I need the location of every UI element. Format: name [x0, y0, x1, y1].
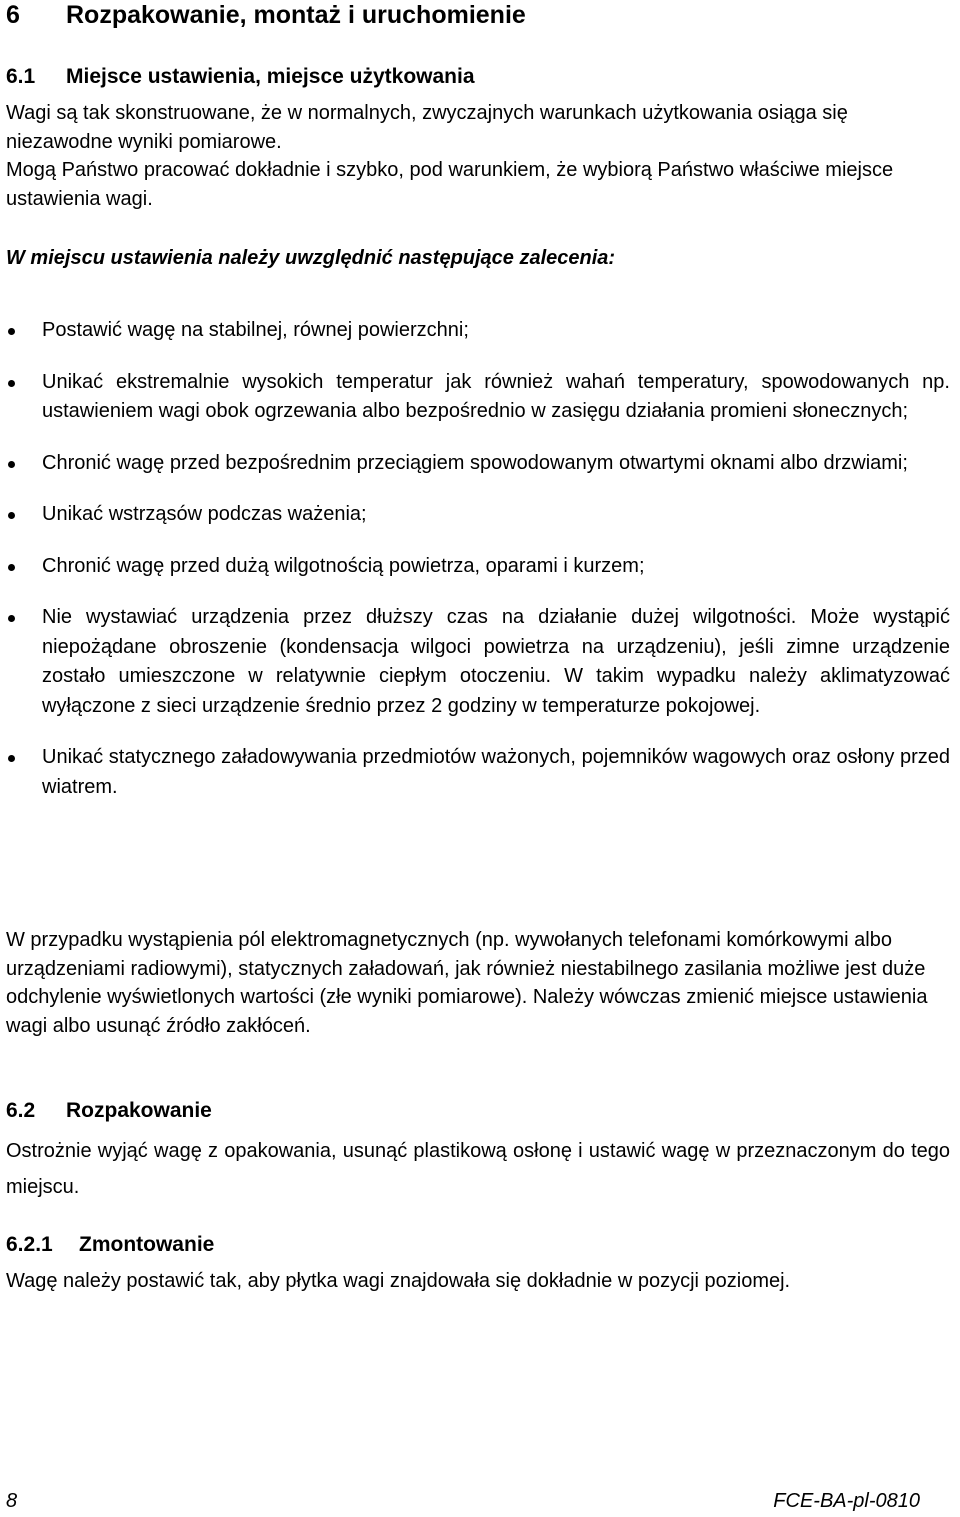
list-item-text: Unikać ekstremalnie wysokich temperatur jak również wahań temperatury, spowodowanych np. ustawieniem wagi obok ogrzewania albo bezpośrednio w zasięgu działania promieni słonecznych;: [42, 370, 950, 422]
section-number: 6: [6, 1, 20, 29]
bullet-icon: [8, 380, 15, 387]
paragraph: Wagę należy postawić tak, aby płytka wagi znajdowała się dokładnie w pozycji poziomej.: [6, 1270, 791, 1292]
bullet-icon: [8, 564, 15, 571]
list-item-text: Nie wystawiać urządzenia przez dłuższy czas na działanie dużej wilgotności. Może wystąpić niepożądane obroszenie (kondensacja wilgoci powietrza na urządzeniu), jeśli zimne urządzenie zostało umieszczone w relatywnie ciepłym otoczeniu. W takim wypadku należy aklimatyzować wyłączone z sieci urządzenie średnio przez 2 godziny w temperaturze pokojowej.: [42, 606, 950, 717]
section-6-2-heading: [6, 1098, 950, 1124]
emf-paragraph: [6, 926, 950, 1040]
section-title: Rozpakowanie, montaż i uruchomienie: [66, 1, 526, 29]
unpacking-paragraph: [6, 1133, 950, 1205]
list-item-text: Chronić wagę przed bezpośrednim przeciągiem spowodowanym otwartymi oknami albo drzwiami;: [42, 451, 908, 474]
section-6-1-heading: [6, 64, 950, 90]
section-number: 6.2: [6, 1099, 36, 1122]
list-item-text: Unikać wstrząsów podczas ważenia;: [42, 503, 367, 525]
page-number: 8: [6, 1490, 18, 1512]
section-6-1: [6, 64, 950, 90]
bullet-icon: [8, 755, 15, 762]
assembly-paragraph: [6, 1267, 886, 1296]
section-6-2-1: [6, 1232, 950, 1258]
section-title: Zmontowanie: [79, 1233, 215, 1256]
list-item: [6, 552, 950, 582]
bullet-icon: [8, 328, 15, 335]
list-item: [6, 500, 950, 530]
paragraph: Ostrożnie wyjąć wagę z opakowania, usunąć plastikową osłonę i ustawić wagę w przeznaczonym do tego miejscu.: [6, 1140, 950, 1198]
intro-paragraph-1: [6, 99, 950, 156]
list-item: [6, 316, 950, 346]
list-item: [6, 449, 950, 479]
list-item: [6, 743, 950, 802]
list-item-text: Unikać statycznego załadowywania przedmiotów ważonych, pojemników wagowych oraz osłony przed wiatrem.: [42, 746, 950, 798]
section-number: 6.2.1: [6, 1233, 53, 1256]
section-6-2: [6, 1098, 950, 1124]
section-6-heading: [6, 0, 526, 30]
list-item: [6, 603, 950, 721]
section-title: Miejsce ustawienia, miejsce użytkowania: [66, 65, 475, 88]
recommendations-list: [6, 316, 950, 824]
list-item-text: Postawić wagę na stabilnej, równej powierzchni;: [42, 319, 469, 341]
section-title: Rozpakowanie: [66, 1099, 212, 1122]
intro-paragraph-2: [6, 156, 950, 213]
paragraph: W przypadku wystąpienia pól elektromagnetycznych (np. wywołanych telefonami komórkowymi albo urządzeniami radiowymi), statycznych załadowań, jak również niestabilnego zasilania możliwe jest duże odchylenie wyświetlonych wartości (złe wyniki pomiarowe). Należy wówczas zmienić miejsce ustawienia wagi albo usunąć źródło zakłóceń.: [6, 929, 928, 1037]
list-item-text: Chronić wagę przed dużą wilgotnością powietrza, oparami i kurzem;: [42, 554, 645, 577]
section-number: 6.1: [6, 65, 36, 88]
bullet-icon: [8, 461, 15, 468]
section-6-2-1-heading: [6, 1232, 950, 1258]
bullet-icon: [8, 512, 15, 519]
paragraph: Mogą Państwo pracować dokładnie i szybko, pod warunkiem, że wybiorą Państwo właściwe miejsce ustawienia wagi.: [6, 159, 894, 210]
recommendations-title: W miejscu ustawienia należy uwzględnić następujące zalecenia:: [6, 247, 616, 269]
paragraph: Wagi są tak skonstruowane, że w normalnych, zwyczajnych warunkach użytkowania osiąga się niezawodne wyniki pomiarowe.: [6, 102, 848, 153]
document-code: FCE-BA-pl-0810: [773, 1490, 920, 1512]
bullet-icon: [8, 615, 15, 622]
recommendations-heading: [6, 244, 950, 272]
list-item: [6, 368, 950, 427]
